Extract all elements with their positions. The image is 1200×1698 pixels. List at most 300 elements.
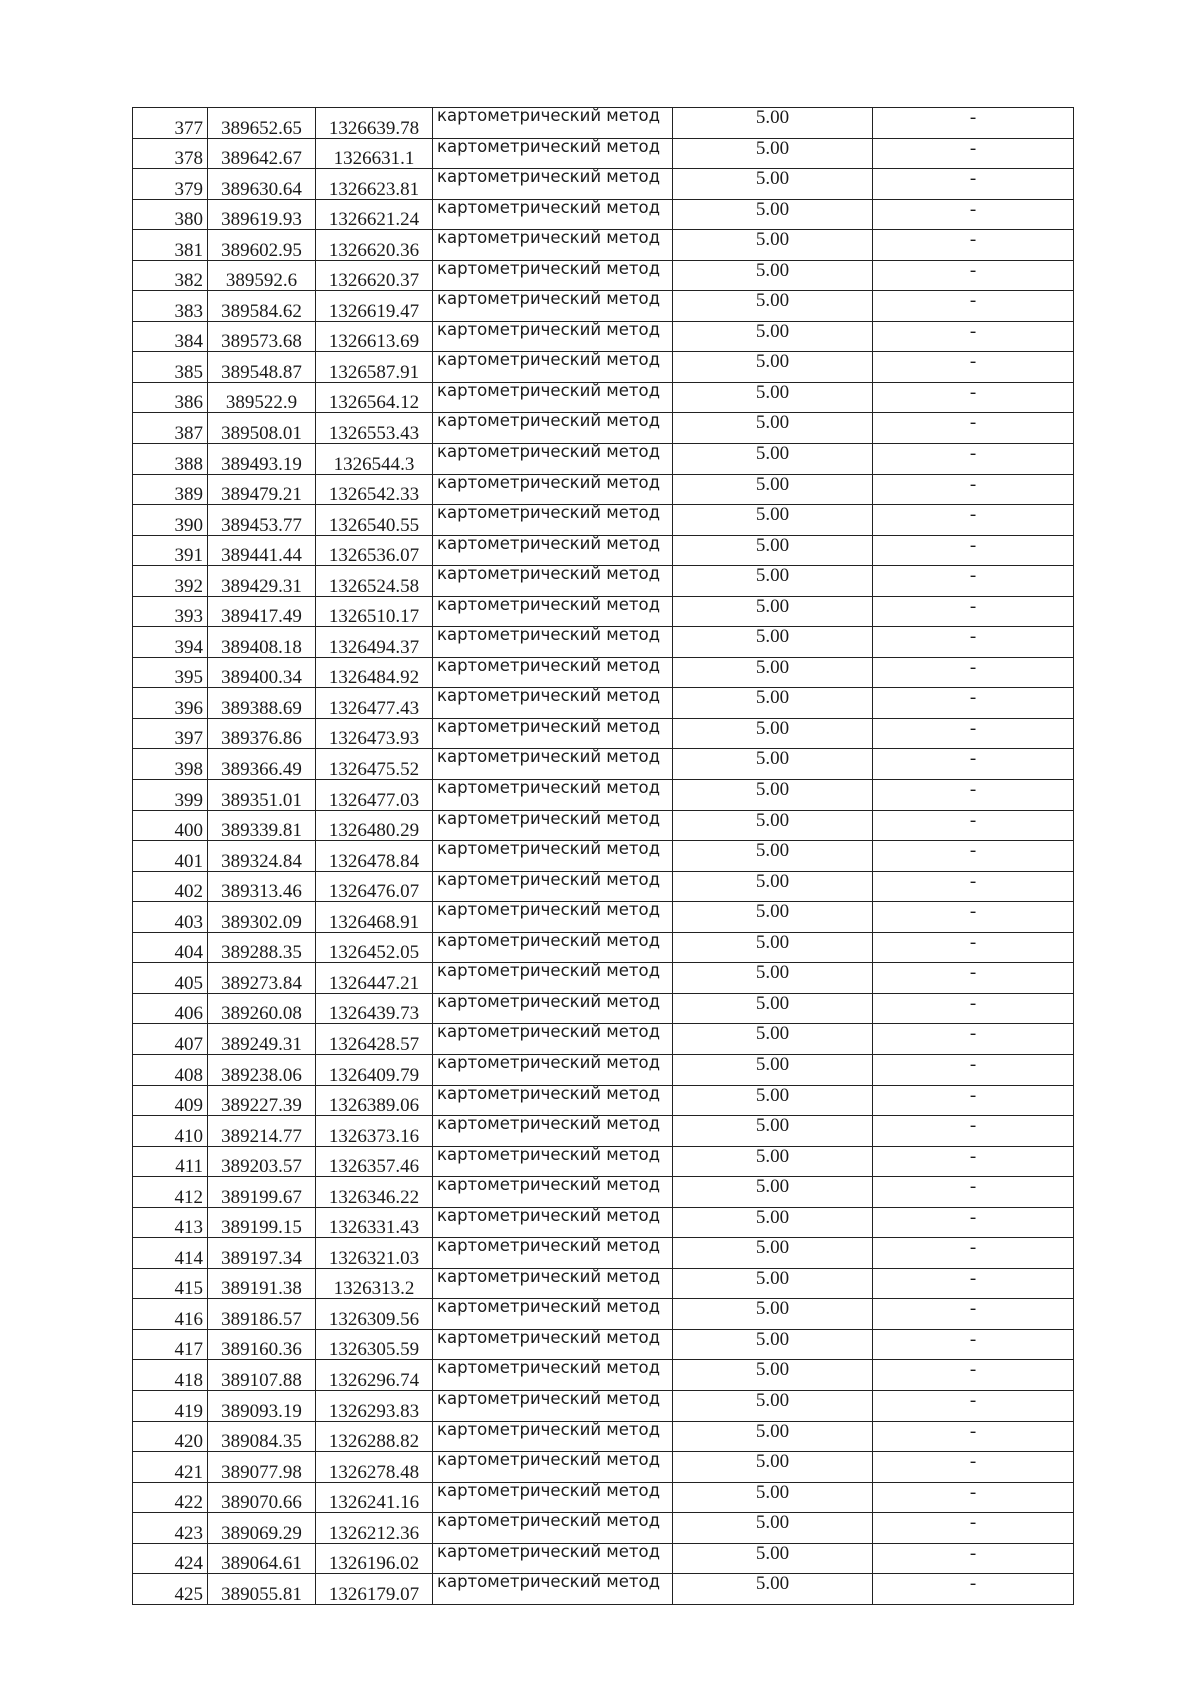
table-row: [133, 963, 1074, 994]
x-coordinate-cell: 389324.84: [208, 841, 316, 872]
point-number-cell: 391: [133, 535, 208, 566]
x-coordinate-cell: 389584.62: [208, 291, 316, 322]
method-cell: картометрический метод: [433, 1421, 673, 1452]
x-coordinate-cell: 389160.36: [208, 1329, 316, 1360]
y-coordinate-cell: 1326620.36: [316, 230, 433, 261]
accuracy-cell: 5.00: [673, 627, 873, 658]
method-cell: картометрический метод: [433, 535, 673, 566]
table-row: [133, 1360, 1074, 1391]
point-number-cell: 392: [133, 566, 208, 597]
method-cell: картометрический метод: [433, 657, 673, 688]
note-cell: -: [873, 1238, 1074, 1269]
table-row: [133, 810, 1074, 841]
method-cell: картометрический метод: [433, 963, 673, 994]
note-cell: -: [873, 1574, 1074, 1605]
point-number-cell: 385: [133, 352, 208, 383]
point-number-cell: 420: [133, 1421, 208, 1452]
point-number-cell: 413: [133, 1207, 208, 1238]
method-cell: картометрический метод: [433, 260, 673, 291]
point-number-cell: 382: [133, 260, 208, 291]
table-row: [133, 474, 1074, 505]
note-cell: -: [873, 841, 1074, 872]
accuracy-cell: 5.00: [673, 688, 873, 719]
note-cell: -: [873, 1482, 1074, 1513]
x-coordinate-cell: 389107.88: [208, 1360, 316, 1391]
table-row: [133, 1116, 1074, 1147]
note-cell: -: [873, 993, 1074, 1024]
table-row: [133, 382, 1074, 413]
point-number-cell: 417: [133, 1329, 208, 1360]
point-number-cell: 410: [133, 1116, 208, 1147]
y-coordinate-cell: 1326179.07: [316, 1574, 433, 1605]
point-number-cell: 397: [133, 718, 208, 749]
note-cell: -: [873, 810, 1074, 841]
accuracy-cell: 5.00: [673, 474, 873, 505]
y-coordinate-cell: 1326475.52: [316, 749, 433, 780]
note-cell: -: [873, 688, 1074, 719]
point-number-cell: 383: [133, 291, 208, 322]
accuracy-cell: 5.00: [673, 1543, 873, 1574]
method-cell: картометрический метод: [433, 1085, 673, 1116]
method-cell: картометрический метод: [433, 1482, 673, 1513]
y-coordinate-cell: 1326212.36: [316, 1513, 433, 1544]
table-row: [133, 993, 1074, 1024]
note-cell: -: [873, 138, 1074, 169]
x-coordinate-cell: 389077.98: [208, 1452, 316, 1483]
point-number-cell: 419: [133, 1390, 208, 1421]
table-row: [133, 1390, 1074, 1421]
note-cell: -: [873, 260, 1074, 291]
accuracy-cell: 5.00: [673, 352, 873, 383]
point-number-cell: 393: [133, 596, 208, 627]
accuracy-cell: 5.00: [673, 444, 873, 475]
y-coordinate-cell: 1326524.58: [316, 566, 433, 597]
point-number-cell: 388: [133, 444, 208, 475]
y-coordinate-cell: 1326494.37: [316, 627, 433, 658]
accuracy-cell: 5.00: [673, 871, 873, 902]
method-cell: картометрический метод: [433, 505, 673, 536]
y-coordinate-cell: 1326631.1: [316, 138, 433, 169]
point-number-cell: 408: [133, 1054, 208, 1085]
y-coordinate-cell: 1326553.43: [316, 413, 433, 444]
method-cell: картометрический метод: [433, 841, 673, 872]
y-coordinate-cell: 1326468.91: [316, 902, 433, 933]
y-coordinate-cell: 1326196.02: [316, 1543, 433, 1574]
accuracy-cell: 5.00: [673, 230, 873, 261]
note-cell: -: [873, 963, 1074, 994]
table-row: [133, 596, 1074, 627]
x-coordinate-cell: 389260.08: [208, 993, 316, 1024]
note-cell: -: [873, 627, 1074, 658]
note-cell: -: [873, 1177, 1074, 1208]
x-coordinate-cell: 389199.15: [208, 1207, 316, 1238]
x-coordinate-cell: 389642.67: [208, 138, 316, 169]
note-cell: -: [873, 1421, 1074, 1452]
table-row: [133, 688, 1074, 719]
method-cell: картометрический метод: [433, 1207, 673, 1238]
x-coordinate-cell: 389064.61: [208, 1543, 316, 1574]
note-cell: -: [873, 596, 1074, 627]
note-cell: -: [873, 1329, 1074, 1360]
note-cell: -: [873, 230, 1074, 261]
y-coordinate-cell: 1326293.83: [316, 1390, 433, 1421]
y-coordinate-cell: 1326476.07: [316, 871, 433, 902]
y-coordinate-cell: 1326447.21: [316, 963, 433, 994]
table-row: [133, 1268, 1074, 1299]
accuracy-cell: 5.00: [673, 382, 873, 413]
y-coordinate-cell: 1326639.78: [316, 108, 433, 139]
accuracy-cell: 5.00: [673, 566, 873, 597]
method-cell: картометрический метод: [433, 321, 673, 352]
point-number-cell: 411: [133, 1146, 208, 1177]
point-number-cell: 379: [133, 169, 208, 200]
x-coordinate-cell: 389302.09: [208, 902, 316, 933]
point-number-cell: 396: [133, 688, 208, 719]
y-coordinate-cell: 1326278.48: [316, 1452, 433, 1483]
table-row: [133, 871, 1074, 902]
y-coordinate-cell: 1326540.55: [316, 505, 433, 536]
table-row: [133, 1452, 1074, 1483]
accuracy-cell: 5.00: [673, 1360, 873, 1391]
table-row: [133, 230, 1074, 261]
accuracy-cell: 5.00: [673, 413, 873, 444]
method-cell: картометрический метод: [433, 1329, 673, 1360]
accuracy-cell: 5.00: [673, 291, 873, 322]
accuracy-cell: 5.00: [673, 1390, 873, 1421]
x-coordinate-cell: 389548.87: [208, 352, 316, 383]
point-number-cell: 386: [133, 382, 208, 413]
table-row: [133, 1146, 1074, 1177]
note-cell: -: [873, 718, 1074, 749]
method-cell: картометрический метод: [433, 780, 673, 811]
accuracy-cell: 5.00: [673, 810, 873, 841]
accuracy-cell: 5.00: [673, 535, 873, 566]
method-cell: картометрический метод: [433, 993, 673, 1024]
table-row: [133, 1421, 1074, 1452]
x-coordinate-cell: 389070.66: [208, 1482, 316, 1513]
x-coordinate-cell: 389408.18: [208, 627, 316, 658]
x-coordinate-cell: 389069.29: [208, 1513, 316, 1544]
y-coordinate-cell: 1326564.12: [316, 382, 433, 413]
note-cell: -: [873, 291, 1074, 322]
method-cell: картометрический метод: [433, 1452, 673, 1483]
y-coordinate-cell: 1326473.93: [316, 718, 433, 749]
point-number-cell: 406: [133, 993, 208, 1024]
table-row: [133, 749, 1074, 780]
accuracy-cell: 5.00: [673, 1452, 873, 1483]
note-cell: -: [873, 749, 1074, 780]
method-cell: картометрический метод: [433, 1146, 673, 1177]
y-coordinate-cell: 1326477.03: [316, 780, 433, 811]
x-coordinate-cell: 389429.31: [208, 566, 316, 597]
accuracy-cell: 5.00: [673, 1146, 873, 1177]
point-number-cell: 377: [133, 108, 208, 139]
table-row: [133, 169, 1074, 200]
method-cell: картометрический метод: [433, 810, 673, 841]
accuracy-cell: 5.00: [673, 1329, 873, 1360]
x-coordinate-cell: 389084.35: [208, 1421, 316, 1452]
point-number-cell: 384: [133, 321, 208, 352]
table-row: [133, 321, 1074, 352]
table-row: [133, 780, 1074, 811]
table-row: [133, 505, 1074, 536]
x-coordinate-cell: 389573.68: [208, 321, 316, 352]
note-cell: -: [873, 1299, 1074, 1330]
note-cell: -: [873, 413, 1074, 444]
y-coordinate-cell: 1326439.73: [316, 993, 433, 1024]
table-row: [133, 413, 1074, 444]
accuracy-cell: 5.00: [673, 932, 873, 963]
table-row: [133, 1482, 1074, 1513]
point-number-cell: 425: [133, 1574, 208, 1605]
note-cell: -: [873, 382, 1074, 413]
x-coordinate-cell: 389592.6: [208, 260, 316, 291]
x-coordinate-cell: 389186.57: [208, 1299, 316, 1330]
accuracy-cell: 5.00: [673, 718, 873, 749]
accuracy-cell: 5.00: [673, 108, 873, 139]
x-coordinate-cell: 389619.93: [208, 199, 316, 230]
table-body: [133, 108, 1074, 1605]
point-number-cell: 412: [133, 1177, 208, 1208]
point-number-cell: 380: [133, 199, 208, 230]
method-cell: картометрический метод: [433, 688, 673, 719]
method-cell: картометрический метод: [433, 718, 673, 749]
method-cell: картометрический метод: [433, 1024, 673, 1055]
method-cell: картометрический метод: [433, 138, 673, 169]
point-number-cell: 399: [133, 780, 208, 811]
y-coordinate-cell: 1326373.16: [316, 1116, 433, 1147]
point-number-cell: 398: [133, 749, 208, 780]
x-coordinate-cell: 389652.65: [208, 108, 316, 139]
method-cell: картометрический метод: [433, 169, 673, 200]
note-cell: -: [873, 535, 1074, 566]
y-coordinate-cell: 1326478.84: [316, 841, 433, 872]
x-coordinate-cell: 389339.81: [208, 810, 316, 841]
y-coordinate-cell: 1326484.92: [316, 657, 433, 688]
note-cell: -: [873, 474, 1074, 505]
y-coordinate-cell: 1326621.24: [316, 199, 433, 230]
y-coordinate-cell: 1326309.56: [316, 1299, 433, 1330]
note-cell: -: [873, 1085, 1074, 1116]
note-cell: -: [873, 1268, 1074, 1299]
accuracy-cell: 5.00: [673, 1177, 873, 1208]
table-row: [133, 1054, 1074, 1085]
method-cell: картометрический метод: [433, 1054, 673, 1085]
accuracy-cell: 5.00: [673, 199, 873, 230]
x-coordinate-cell: 389055.81: [208, 1574, 316, 1605]
note-cell: -: [873, 352, 1074, 383]
table-row: [133, 291, 1074, 322]
note-cell: -: [873, 780, 1074, 811]
method-cell: картометрический метод: [433, 566, 673, 597]
y-coordinate-cell: 1326587.91: [316, 352, 433, 383]
method-cell: картометрический метод: [433, 1238, 673, 1269]
y-coordinate-cell: 1326296.74: [316, 1360, 433, 1391]
table-row: [133, 352, 1074, 383]
table-row: [133, 566, 1074, 597]
note-cell: -: [873, 1543, 1074, 1574]
table-row: [133, 657, 1074, 688]
method-cell: картометрический метод: [433, 596, 673, 627]
y-coordinate-cell: 1326620.37: [316, 260, 433, 291]
note-cell: -: [873, 902, 1074, 933]
accuracy-cell: 5.00: [673, 1116, 873, 1147]
x-coordinate-cell: 389288.35: [208, 932, 316, 963]
y-coordinate-cell: 1326544.3: [316, 444, 433, 475]
accuracy-cell: 5.00: [673, 993, 873, 1024]
point-number-cell: 400: [133, 810, 208, 841]
point-number-cell: 389: [133, 474, 208, 505]
accuracy-cell: 5.00: [673, 749, 873, 780]
note-cell: -: [873, 1207, 1074, 1238]
method-cell: картометрический метод: [433, 1268, 673, 1299]
method-cell: картометрический метод: [433, 444, 673, 475]
y-coordinate-cell: 1326542.33: [316, 474, 433, 505]
y-coordinate-cell: 1326241.16: [316, 1482, 433, 1513]
note-cell: -: [873, 1513, 1074, 1544]
table-row: [133, 1574, 1074, 1605]
y-coordinate-cell: 1326305.59: [316, 1329, 433, 1360]
x-coordinate-cell: 389093.19: [208, 1390, 316, 1421]
accuracy-cell: 5.00: [673, 1085, 873, 1116]
table-row: [133, 1329, 1074, 1360]
accuracy-cell: 5.00: [673, 505, 873, 536]
method-cell: картометрический метод: [433, 1574, 673, 1605]
y-coordinate-cell: 1326321.03: [316, 1238, 433, 1269]
accuracy-cell: 5.00: [673, 1574, 873, 1605]
x-coordinate-cell: 389417.49: [208, 596, 316, 627]
y-coordinate-cell: 1326623.81: [316, 169, 433, 200]
table-row: [133, 199, 1074, 230]
note-cell: -: [873, 1024, 1074, 1055]
note-cell: -: [873, 169, 1074, 200]
note-cell: -: [873, 108, 1074, 139]
table-row: [133, 1513, 1074, 1544]
x-coordinate-cell: 389493.19: [208, 444, 316, 475]
x-coordinate-cell: 389602.95: [208, 230, 316, 261]
x-coordinate-cell: 389376.86: [208, 718, 316, 749]
x-coordinate-cell: 389197.34: [208, 1238, 316, 1269]
method-cell: картометрический метод: [433, 352, 673, 383]
accuracy-cell: 5.00: [673, 657, 873, 688]
note-cell: -: [873, 657, 1074, 688]
y-coordinate-cell: 1326477.43: [316, 688, 433, 719]
method-cell: картометрический метод: [433, 871, 673, 902]
x-coordinate-cell: 389313.46: [208, 871, 316, 902]
x-coordinate-cell: 389630.64: [208, 169, 316, 200]
table-row: [133, 535, 1074, 566]
note-cell: -: [873, 1054, 1074, 1085]
y-coordinate-cell: 1326536.07: [316, 535, 433, 566]
table-row: [133, 841, 1074, 872]
point-number-cell: 424: [133, 1543, 208, 1574]
point-number-cell: 409: [133, 1085, 208, 1116]
method-cell: картометрический метод: [433, 230, 673, 261]
y-coordinate-cell: 1326452.05: [316, 932, 433, 963]
accuracy-cell: 5.00: [673, 1482, 873, 1513]
point-number-cell: 395: [133, 657, 208, 688]
y-coordinate-cell: 1326428.57: [316, 1024, 433, 1055]
x-coordinate-cell: 389400.34: [208, 657, 316, 688]
table-row: [133, 1299, 1074, 1330]
method-cell: картометрический метод: [433, 1543, 673, 1574]
method-cell: картометрический метод: [433, 108, 673, 139]
method-cell: картометрический метод: [433, 474, 673, 505]
method-cell: картометрический метод: [433, 627, 673, 658]
note-cell: -: [873, 505, 1074, 536]
table-row: [133, 1543, 1074, 1574]
note-cell: -: [873, 1390, 1074, 1421]
x-coordinate-cell: 389366.49: [208, 749, 316, 780]
accuracy-cell: 5.00: [673, 902, 873, 933]
accuracy-cell: 5.00: [673, 780, 873, 811]
point-number-cell: 405: [133, 963, 208, 994]
method-cell: картометрический метод: [433, 1116, 673, 1147]
point-number-cell: 416: [133, 1299, 208, 1330]
point-number-cell: 421: [133, 1452, 208, 1483]
table-row: [133, 932, 1074, 963]
note-cell: -: [873, 566, 1074, 597]
y-coordinate-cell: 1326357.46: [316, 1146, 433, 1177]
table-row: [133, 1177, 1074, 1208]
accuracy-cell: 5.00: [673, 321, 873, 352]
point-number-cell: 415: [133, 1268, 208, 1299]
x-coordinate-cell: 389522.9: [208, 382, 316, 413]
x-coordinate-cell: 389249.31: [208, 1024, 316, 1055]
table-row: [133, 902, 1074, 933]
x-coordinate-cell: 389351.01: [208, 780, 316, 811]
point-number-cell: 381: [133, 230, 208, 261]
table-row: [133, 1024, 1074, 1055]
method-cell: картометрический метод: [433, 932, 673, 963]
table-row: [133, 138, 1074, 169]
point-number-cell: 422: [133, 1482, 208, 1513]
accuracy-cell: 5.00: [673, 1207, 873, 1238]
table-row: [133, 1207, 1074, 1238]
note-cell: -: [873, 1452, 1074, 1483]
note-cell: -: [873, 871, 1074, 902]
note-cell: -: [873, 1146, 1074, 1177]
accuracy-cell: 5.00: [673, 1299, 873, 1330]
x-coordinate-cell: 389227.39: [208, 1085, 316, 1116]
point-number-cell: 404: [133, 932, 208, 963]
accuracy-cell: 5.00: [673, 1513, 873, 1544]
point-number-cell: 407: [133, 1024, 208, 1055]
table-row: [133, 444, 1074, 475]
method-cell: картометрический метод: [433, 902, 673, 933]
x-coordinate-cell: 389273.84: [208, 963, 316, 994]
x-coordinate-cell: 389214.77: [208, 1116, 316, 1147]
method-cell: картометрический метод: [433, 1177, 673, 1208]
point-number-cell: 402: [133, 871, 208, 902]
note-cell: -: [873, 321, 1074, 352]
point-number-cell: 401: [133, 841, 208, 872]
y-coordinate-cell: 1326288.82: [316, 1421, 433, 1452]
y-coordinate-cell: 1326389.06: [316, 1085, 433, 1116]
point-number-cell: 423: [133, 1513, 208, 1544]
x-coordinate-cell: 389441.44: [208, 535, 316, 566]
method-cell: картометрический метод: [433, 1513, 673, 1544]
method-cell: картометрический метод: [433, 1360, 673, 1391]
accuracy-cell: 5.00: [673, 260, 873, 291]
y-coordinate-cell: 1326331.43: [316, 1207, 433, 1238]
point-number-cell: 418: [133, 1360, 208, 1391]
note-cell: -: [873, 932, 1074, 963]
note-cell: -: [873, 444, 1074, 475]
y-coordinate-cell: 1326409.79: [316, 1054, 433, 1085]
accuracy-cell: 5.00: [673, 963, 873, 994]
note-cell: -: [873, 199, 1074, 230]
